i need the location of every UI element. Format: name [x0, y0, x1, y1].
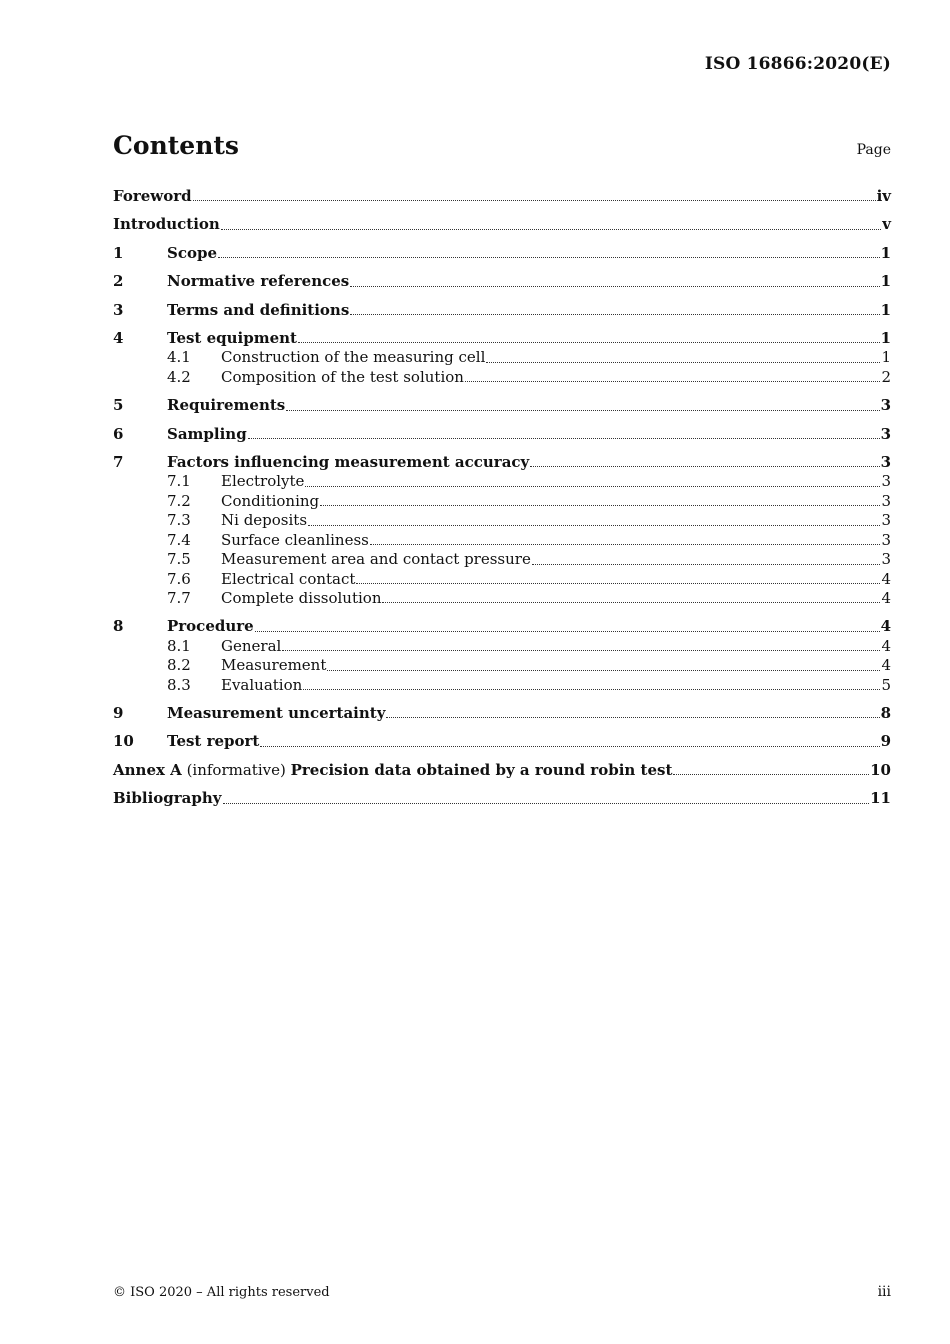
dot-leader: [193, 199, 876, 201]
toc-subclause-label: Complete dissolution: [221, 588, 382, 607]
toc-clause-7[interactable]: [113, 453, 891, 472]
toc-subclause-page: 4: [881, 588, 891, 607]
toc-clause-10[interactable]: [113, 732, 891, 751]
toc-clause-label: Normative references: [167, 272, 350, 291]
toc-subclause-label: Construction of the measuring cell: [221, 348, 486, 367]
toc-subclause-number: 7.1: [167, 472, 191, 491]
toc-subclause-page: 2: [881, 367, 891, 386]
dot-leader: [486, 361, 880, 363]
toc-clause-page: 4: [880, 617, 891, 636]
dot-leader: [282, 649, 880, 651]
toc-clause-label: Test report: [167, 732, 260, 751]
dot-leader: [320, 504, 880, 506]
toc-subclause-page: 4: [881, 569, 891, 588]
toc-subclause-7-7[interactable]: [113, 589, 891, 608]
toc-annex-title: [113, 761, 672, 780]
toc-subclause-number: 8.2: [167, 656, 191, 675]
toc-clause-label: Requirements: [167, 396, 286, 415]
toc-subclause-7-5[interactable]: [113, 550, 891, 569]
annex-qualifier: (informative): [181, 760, 291, 779]
dot-leader: [465, 380, 881, 382]
toc-subclause-4-1[interactable]: [113, 348, 891, 367]
toc-entry-bibliography[interactable]: [113, 789, 891, 808]
dot-leader: [255, 630, 880, 632]
toc-subclause-label: Conditioning: [221, 491, 320, 510]
toc-clause-number: 2: [113, 272, 124, 291]
toc-clause-page: 1: [880, 300, 891, 319]
toc-clause-label: Sampling: [167, 424, 247, 443]
toc-clause-number: 6: [113, 424, 124, 443]
toc-clause-page: 3: [880, 396, 891, 415]
table-of-contents: [113, 187, 891, 809]
toc-subclause-4-2[interactable]: [113, 368, 891, 387]
dot-leader: [298, 341, 880, 343]
toc-subclause-page: 3: [881, 491, 891, 510]
toc-subclause-number: 7.2: [167, 491, 191, 510]
toc-clause-page: 1: [880, 243, 891, 262]
toc-clause-6[interactable]: [113, 425, 891, 444]
toc-clause-label: Measurement uncertainty: [167, 703, 386, 722]
toc-subclause-7-4[interactable]: [113, 531, 891, 550]
toc-subclause-page: 1: [881, 348, 891, 367]
dot-leader: [260, 745, 879, 747]
dot-leader: [327, 669, 880, 671]
dot-leader: [350, 285, 879, 287]
toc-subclause-number: 7.4: [167, 530, 191, 549]
toc-subclause-label: Electrical contact: [221, 569, 356, 588]
toc-clause-5[interactable]: [113, 396, 891, 415]
page-title: Contents: [113, 131, 240, 160]
toc-subclause-label: Electrolyte: [221, 472, 305, 491]
toc-subclause-7-3[interactable]: [113, 511, 891, 530]
toc-subclause-number: 7.7: [167, 588, 191, 607]
toc-subclause-8-3[interactable]: [113, 676, 891, 695]
toc-clause-page: 3: [880, 424, 891, 443]
dot-leader: [356, 582, 880, 584]
toc-annex-a[interactable]: [113, 761, 891, 780]
page-column-label: Page: [856, 142, 891, 158]
dot-leader: [370, 543, 881, 545]
toc-subclause-page: 3: [881, 511, 891, 530]
toc-clause-2[interactable]: [113, 272, 891, 291]
copyright-notice: © ISO 2020 – All rights reserved: [113, 1285, 330, 1300]
toc-subclause-label: Measurement: [221, 656, 327, 675]
toc-subclause-number: 7.6: [167, 569, 191, 588]
dot-leader: [308, 524, 880, 526]
toc-clause-number: 1: [113, 243, 124, 262]
toc-clause-1[interactable]: [113, 244, 891, 263]
toc-subclause-7-6[interactable]: [113, 570, 891, 589]
toc-subclause-number: 8.1: [167, 636, 191, 655]
toc-subclause-7-2[interactable]: [113, 492, 891, 511]
dot-leader: [248, 437, 880, 439]
toc-clause-label: Scope: [167, 243, 218, 262]
annex-label: Precision data obtained by a round robin test: [290, 760, 673, 779]
toc-subclause-label: Measurement area and contact pressure: [221, 550, 531, 569]
toc-subclause-number: 7.5: [167, 550, 191, 569]
toc-clause-page: 1: [880, 329, 891, 348]
toc-clause-number: 8: [113, 617, 124, 636]
toc-clause-3[interactable]: [113, 301, 891, 320]
dot-leader: [303, 688, 880, 690]
toc-clause-number: 4: [113, 329, 124, 348]
toc-clause-9[interactable]: [113, 704, 891, 723]
dot-leader: [305, 485, 880, 487]
toc-clause-number: 9: [113, 703, 124, 722]
toc-annex-page: 10: [870, 760, 891, 779]
dot-leader: [532, 563, 881, 565]
toc-clause-label: Procedure: [167, 617, 254, 636]
dot-leader: [286, 409, 879, 411]
toc-subclause-number: 7.3: [167, 511, 191, 530]
toc-subclause-8-1[interactable]: [113, 637, 891, 656]
toc-entry-introduction[interactable]: [113, 215, 891, 234]
toc-clause-label: Terms and definitions: [167, 300, 350, 319]
toc-subclause-page: 3: [881, 550, 891, 569]
toc-subclause-label: General: [221, 636, 282, 655]
dot-leader: [382, 601, 880, 603]
toc-clause-number: 7: [113, 453, 124, 472]
annex-prefix: Annex A: [113, 760, 182, 779]
toc-subclause-page: 3: [881, 530, 891, 549]
toc-clause-page: 8: [880, 703, 891, 722]
dot-leader: [350, 313, 879, 315]
toc-clause-page: 1: [880, 272, 891, 291]
dot-leader: [386, 716, 879, 718]
toc-entry-label: Foreword: [113, 187, 192, 205]
toc-entry-label: Bibliography: [113, 789, 222, 808]
toc-subclause-label: Evaluation: [221, 675, 303, 694]
toc-clause-number: 5: [113, 396, 124, 415]
toc-clause-number: 10: [113, 732, 134, 751]
dot-leader: [218, 256, 880, 258]
dot-leader: [223, 802, 870, 804]
toc-entry-page: v: [882, 215, 891, 234]
toc-subclause-page: 4: [881, 656, 891, 675]
dot-leader: [221, 228, 881, 230]
toc-clause-label: Factors influencing measurement accuracy: [167, 453, 530, 472]
toc-subclause-7-1[interactable]: [113, 472, 891, 491]
toc-clause-page: 9: [880, 732, 891, 751]
toc-subclause-label: Surface cleanliness: [221, 530, 369, 549]
dot-leader: [673, 773, 869, 775]
document-id: ISO 16866:2020(E): [704, 54, 891, 74]
toc-entry-label: Introduction: [113, 215, 220, 234]
toc-subclause-number: 4.2: [167, 367, 191, 386]
toc-subclause-number: 8.3: [167, 675, 191, 694]
toc-subclause-number: 4.1: [167, 348, 191, 367]
toc-subclause-page: 3: [881, 472, 891, 491]
toc-entry-page: iv: [876, 187, 891, 205]
toc-subclause-8-2[interactable]: [113, 656, 891, 675]
toc-clause-page: 3: [880, 453, 891, 472]
toc-subclause-page: 5: [881, 675, 891, 694]
toc-clause-4[interactable]: [113, 329, 891, 348]
toc-subclause-label: Ni deposits: [221, 511, 308, 530]
page-number: iii: [877, 1284, 891, 1300]
toc-subclause-label: Composition of the test solution: [221, 367, 464, 386]
toc-entry-foreword[interactable]: [113, 187, 891, 206]
dot-leader: [530, 465, 879, 467]
toc-subclause-page: 4: [881, 636, 891, 655]
toc-entry-page: 11: [870, 789, 891, 808]
toc-clause-8[interactable]: [113, 617, 891, 636]
toc-clause-label: Test equipment: [167, 329, 297, 348]
toc-clause-number: 3: [113, 300, 124, 319]
